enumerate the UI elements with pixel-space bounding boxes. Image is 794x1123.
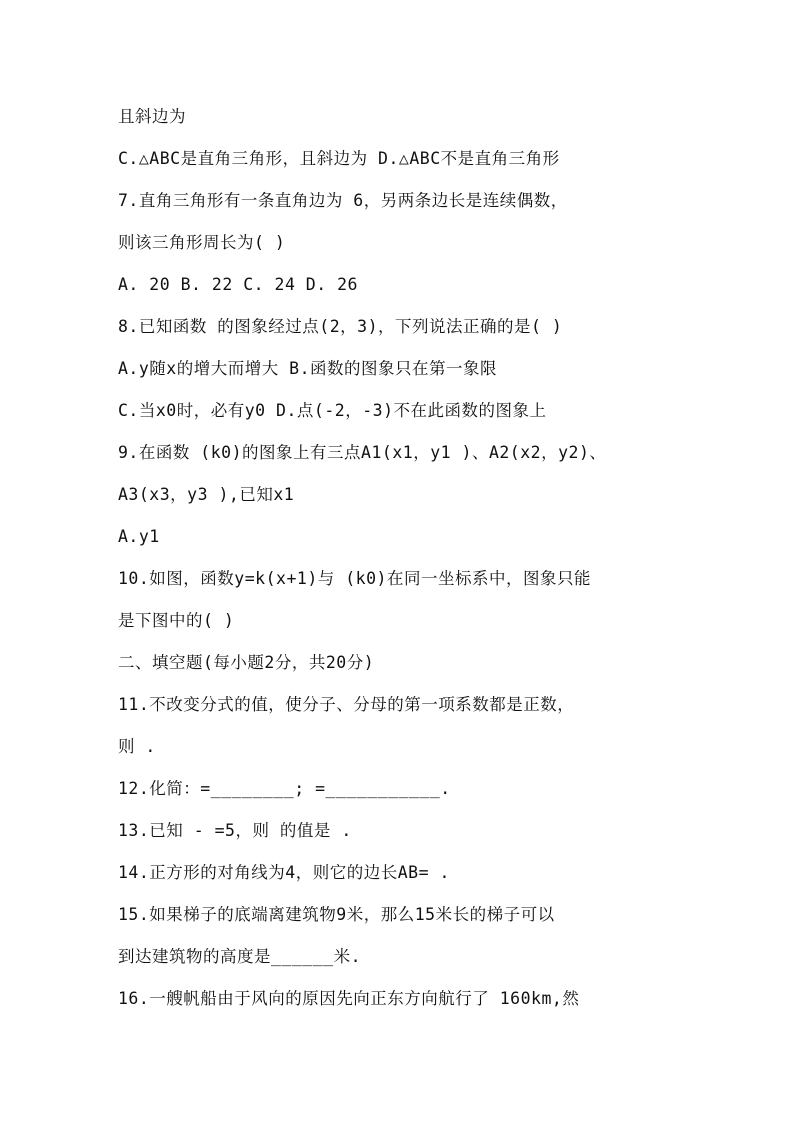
text-line-q6-options: C.△ABC是直角三角形，且斜边为 D.△ABC不是直角三角形: [118, 149, 560, 168]
text-line-q10-cont: 是下图中的( ): [118, 611, 235, 630]
text-line-q11: 11.不改变分式的值，使分子、分母的第一项系数都是正数，: [118, 695, 575, 714]
text-line-q12: 12.化简：=________; =___________.: [118, 779, 451, 798]
text-line-q11-cont: 则 .: [118, 737, 156, 756]
text-line-q8-options-cd: C.当x0时，必有y0 D.点(-2，-3)不在此函数的图象上: [118, 401, 547, 420]
text-line-continuation: 且斜边为: [118, 107, 186, 126]
text-line-q8-options-ab: A.y随x的增大而增大 B.函数的图象只在第一象限: [118, 359, 498, 378]
section-heading-fill-in: 二、填空题(每小题2分，共20分): [118, 653, 375, 672]
text-line-q9: 9.在函数 (k0)的图象上有三点A1(x1，y1 )、A2(x2，y2)、: [118, 443, 607, 462]
text-line-q15-cont: 到达建筑物的高度是______米.: [118, 947, 362, 966]
text-line-q8: 8.已知函数 的图象经过点(2，3)，下列说法正确的是( ): [118, 317, 563, 336]
text-line-q9-options: A.y1: [118, 527, 160, 546]
text-line-q7: 7.直角三角形有一条直角边为 6，另两条边长是连续偶数，: [118, 191, 568, 210]
text-line-q16: 16.一艘帆船由于风向的原因先向正东方向航行了 160km,然: [118, 989, 580, 1008]
text-line-q15: 15.如果梯子的底端离建筑物9米，那么15米长的梯子可以: [118, 905, 555, 924]
text-line-q10: 10.如图，函数y=k(x+1)与 (k0)在同一坐标系中，图象只能: [118, 569, 591, 588]
text-line-q14: 14.正方形的对角线为4，则它的边长AB= .: [118, 863, 450, 882]
text-line-q7-options: A. 20 B. 22 C. 24 D. 26: [118, 275, 358, 294]
text-line-q9-cont: A3(x3，y3 ),已知x1: [118, 485, 295, 504]
text-line-q7-cont: 则该三角形周长为( ): [118, 233, 286, 252]
text-line-q13: 13.已知 - =5，则 的值是 .: [118, 821, 352, 840]
